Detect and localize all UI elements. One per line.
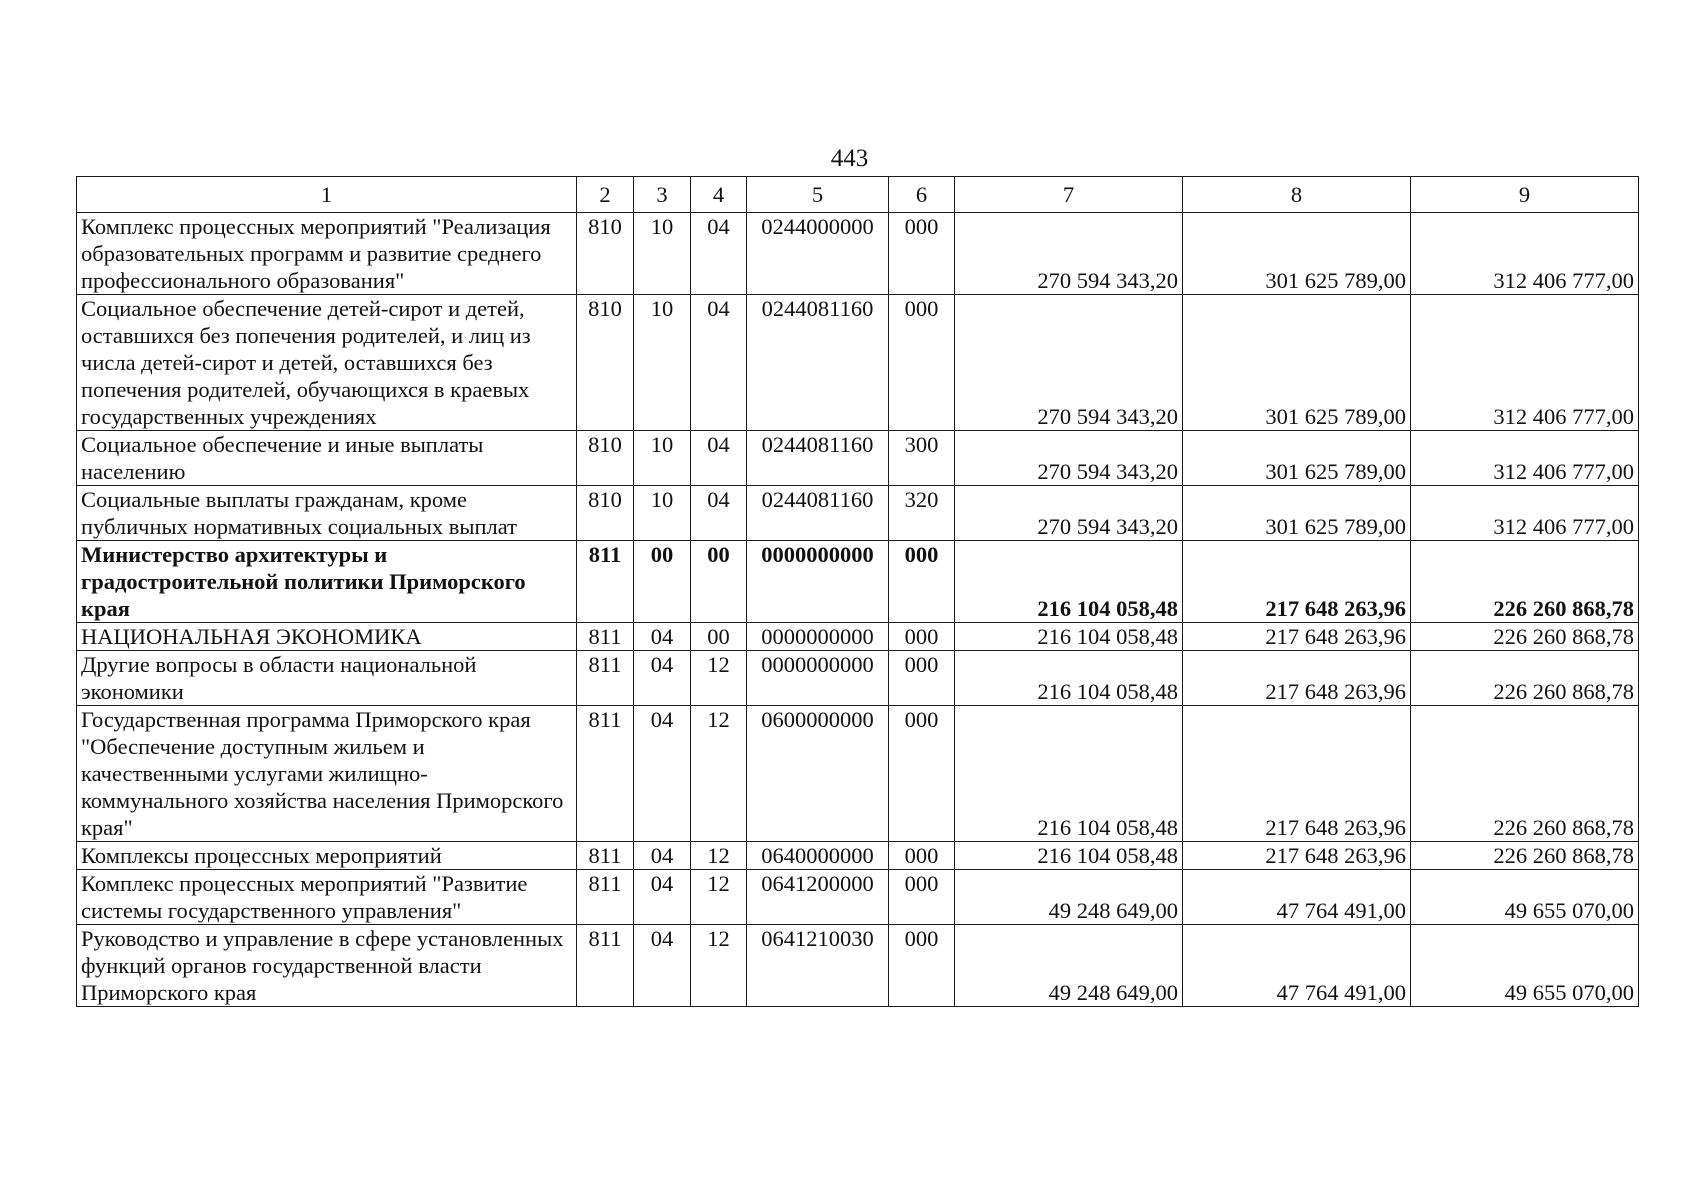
row-amount-9-cell: 312 406 777,00 <box>1411 486 1639 541</box>
row-code-3-cell: 00 <box>634 541 691 623</box>
row-code-4-cell: 12 <box>691 925 747 1007</box>
row-amount-9-cell: 226 260 868,78 <box>1411 842 1639 870</box>
column-header: 4 <box>691 177 747 213</box>
row-code-4-cell: 04 <box>691 431 747 486</box>
row-amount-8-cell: 301 625 789,00 <box>1183 431 1411 486</box>
column-header: 5 <box>747 177 889 213</box>
column-header: 7 <box>955 177 1183 213</box>
row-amount-7-cell: 270 594 343,20 <box>955 431 1183 486</box>
row-code-4-cell: 04 <box>691 213 747 295</box>
row-code-4-cell: 12 <box>691 651 747 706</box>
row-code-5-cell: 0244000000 <box>747 213 889 295</box>
row-code-5-cell: 0244081160 <box>747 486 889 541</box>
row-code-4-cell: 12 <box>691 870 747 925</box>
row-amount-7-cell: 216 104 058,48 <box>955 623 1183 651</box>
row-code-6-cell: 000 <box>889 623 955 651</box>
row-name-cell: НАЦИОНАЛЬНАЯ ЭКОНОМИКА <box>77 623 577 651</box>
row-amount-8-cell: 217 648 263,96 <box>1183 623 1411 651</box>
row-code-3-cell: 04 <box>634 842 691 870</box>
row-name-cell: Социальные выплаты гражданам, кроме публичных нормативных социальных выплат <box>77 486 577 541</box>
column-header: 8 <box>1183 177 1411 213</box>
row-code-3-cell: 04 <box>634 651 691 706</box>
row-code-2-cell: 810 <box>577 431 634 486</box>
row-amount-8-cell: 217 648 263,96 <box>1183 541 1411 623</box>
column-header: 6 <box>889 177 955 213</box>
row-amount-7-cell: 216 104 058,48 <box>955 541 1183 623</box>
row-code-5-cell: 0641200000 <box>747 870 889 925</box>
table-row <box>77 486 1639 541</box>
column-header: 2 <box>577 177 634 213</box>
row-code-4-cell: 12 <box>691 842 747 870</box>
table-row <box>77 431 1639 486</box>
row-code-4-cell: 00 <box>691 541 747 623</box>
row-code-5-cell: 0600000000 <box>747 706 889 842</box>
row-code-4-cell: 00 <box>691 623 747 651</box>
row-amount-7-cell: 270 594 343,20 <box>955 295 1183 431</box>
column-header: 1 <box>77 177 577 213</box>
table-row <box>77 870 1639 925</box>
row-code-5-cell: 0244081160 <box>747 295 889 431</box>
row-amount-9-cell: 226 260 868,78 <box>1411 651 1639 706</box>
row-amount-8-cell: 217 648 263,96 <box>1183 706 1411 842</box>
table-row <box>77 541 1639 623</box>
row-code-6-cell: 320 <box>889 486 955 541</box>
row-name-cell: Комплексы процессных мероприятий <box>77 842 577 870</box>
row-code-6-cell: 000 <box>889 295 955 431</box>
row-amount-9-cell: 49 655 070,00 <box>1411 925 1639 1007</box>
row-amount-8-cell: 217 648 263,96 <box>1183 651 1411 706</box>
row-name-cell: Социальное обеспечение детей-сирот и детей, оставшихся без попечения родителей, и лиц из числа детей-сирот и детей, оставшихся без попечения родителей, обучающихся в краевых государственных учреждениях <box>77 295 577 431</box>
table-row <box>77 842 1639 870</box>
row-code-2-cell: 810 <box>577 213 634 295</box>
table-row <box>77 651 1639 706</box>
row-amount-9-cell: 49 655 070,00 <box>1411 870 1639 925</box>
row-code-3-cell: 04 <box>634 925 691 1007</box>
row-code-2-cell: 811 <box>577 623 634 651</box>
row-amount-7-cell: 270 594 343,20 <box>955 486 1183 541</box>
row-name-cell: Социальное обеспечение и иные выплаты населению <box>77 431 577 486</box>
row-code-2-cell: 811 <box>577 541 634 623</box>
row-code-6-cell: 000 <box>889 870 955 925</box>
table-row <box>77 706 1639 842</box>
row-code-3-cell: 10 <box>634 431 691 486</box>
row-amount-9-cell: 226 260 868,78 <box>1411 623 1639 651</box>
row-code-5-cell: 0640000000 <box>747 842 889 870</box>
row-amount-9-cell: 226 260 868,78 <box>1411 706 1639 842</box>
row-amount-8-cell: 217 648 263,96 <box>1183 842 1411 870</box>
row-amount-7-cell: 216 104 058,48 <box>955 842 1183 870</box>
row-amount-7-cell: 270 594 343,20 <box>955 213 1183 295</box>
row-code-2-cell: 811 <box>577 651 634 706</box>
row-code-2-cell: 811 <box>577 925 634 1007</box>
row-name-cell: Комплекс процессных мероприятий "Развитие системы государственного управления" <box>77 870 577 925</box>
table-row <box>77 925 1639 1007</box>
row-amount-8-cell: 47 764 491,00 <box>1183 925 1411 1007</box>
row-code-6-cell: 000 <box>889 213 955 295</box>
row-name-cell: Руководство и управление в сфере установленных функций органов государственной власти Приморского края <box>77 925 577 1007</box>
row-code-3-cell: 04 <box>634 870 691 925</box>
row-amount-8-cell: 47 764 491,00 <box>1183 870 1411 925</box>
row-code-5-cell: 0244081160 <box>747 431 889 486</box>
row-amount-7-cell: 216 104 058,48 <box>955 651 1183 706</box>
row-name-cell: Другие вопросы в области национальной экономики <box>77 651 577 706</box>
row-amount-8-cell: 301 625 789,00 <box>1183 295 1411 431</box>
table-row <box>77 623 1639 651</box>
row-code-2-cell: 811 <box>577 870 634 925</box>
row-amount-7-cell: 49 248 649,00 <box>955 870 1183 925</box>
row-code-5-cell: 0000000000 <box>747 623 889 651</box>
row-code-2-cell: 810 <box>577 486 634 541</box>
row-code-6-cell: 300 <box>889 431 955 486</box>
row-amount-9-cell: 312 406 777,00 <box>1411 431 1639 486</box>
row-code-6-cell: 000 <box>889 706 955 842</box>
table-header-row <box>77 177 1639 213</box>
row-code-5-cell: 0641210030 <box>747 925 889 1007</box>
row-code-3-cell: 10 <box>634 295 691 431</box>
row-code-4-cell: 12 <box>691 706 747 842</box>
row-name-cell: Государственная программа Приморского края "Обеспечение доступным жильем и качественными услугами жилищно-коммунального хозяйства населения Приморского края" <box>77 706 577 842</box>
row-code-5-cell: 0000000000 <box>747 541 889 623</box>
table-row <box>77 295 1639 431</box>
column-header: 9 <box>1411 177 1639 213</box>
row-code-2-cell: 811 <box>577 842 634 870</box>
row-code-6-cell: 000 <box>889 842 955 870</box>
row-amount-9-cell: 312 406 777,00 <box>1411 295 1639 431</box>
row-code-6-cell: 000 <box>889 925 955 1007</box>
row-amount-9-cell: 312 406 777,00 <box>1411 213 1639 295</box>
row-code-6-cell: 000 <box>889 541 955 623</box>
row-code-2-cell: 810 <box>577 295 634 431</box>
row-code-4-cell: 04 <box>691 295 747 431</box>
page-number: 443 <box>830 145 869 172</box>
row-amount-9-cell: 226 260 868,78 <box>1411 541 1639 623</box>
row-code-4-cell: 04 <box>691 486 747 541</box>
row-code-2-cell: 811 <box>577 706 634 842</box>
budget-table <box>76 176 1639 1007</box>
row-code-3-cell: 04 <box>634 623 691 651</box>
row-name-cell: Комплекс процессных мероприятий "Реализация образовательных программ и развитие среднего профессионального образования" <box>77 213 577 295</box>
row-code-3-cell: 10 <box>634 213 691 295</box>
row-amount-8-cell: 301 625 789,00 <box>1183 213 1411 295</box>
row-code-5-cell: 0000000000 <box>747 651 889 706</box>
row-code-6-cell: 000 <box>889 651 955 706</box>
row-name-cell: Министерство архитектуры и градостроительной политики Приморского края <box>77 541 577 623</box>
row-code-3-cell: 04 <box>634 706 691 842</box>
row-amount-7-cell: 49 248 649,00 <box>955 925 1183 1007</box>
column-header: 3 <box>634 177 691 213</box>
row-amount-8-cell: 301 625 789,00 <box>1183 486 1411 541</box>
table-row <box>77 213 1639 295</box>
row-code-3-cell: 10 <box>634 486 691 541</box>
row-amount-7-cell: 216 104 058,48 <box>955 706 1183 842</box>
